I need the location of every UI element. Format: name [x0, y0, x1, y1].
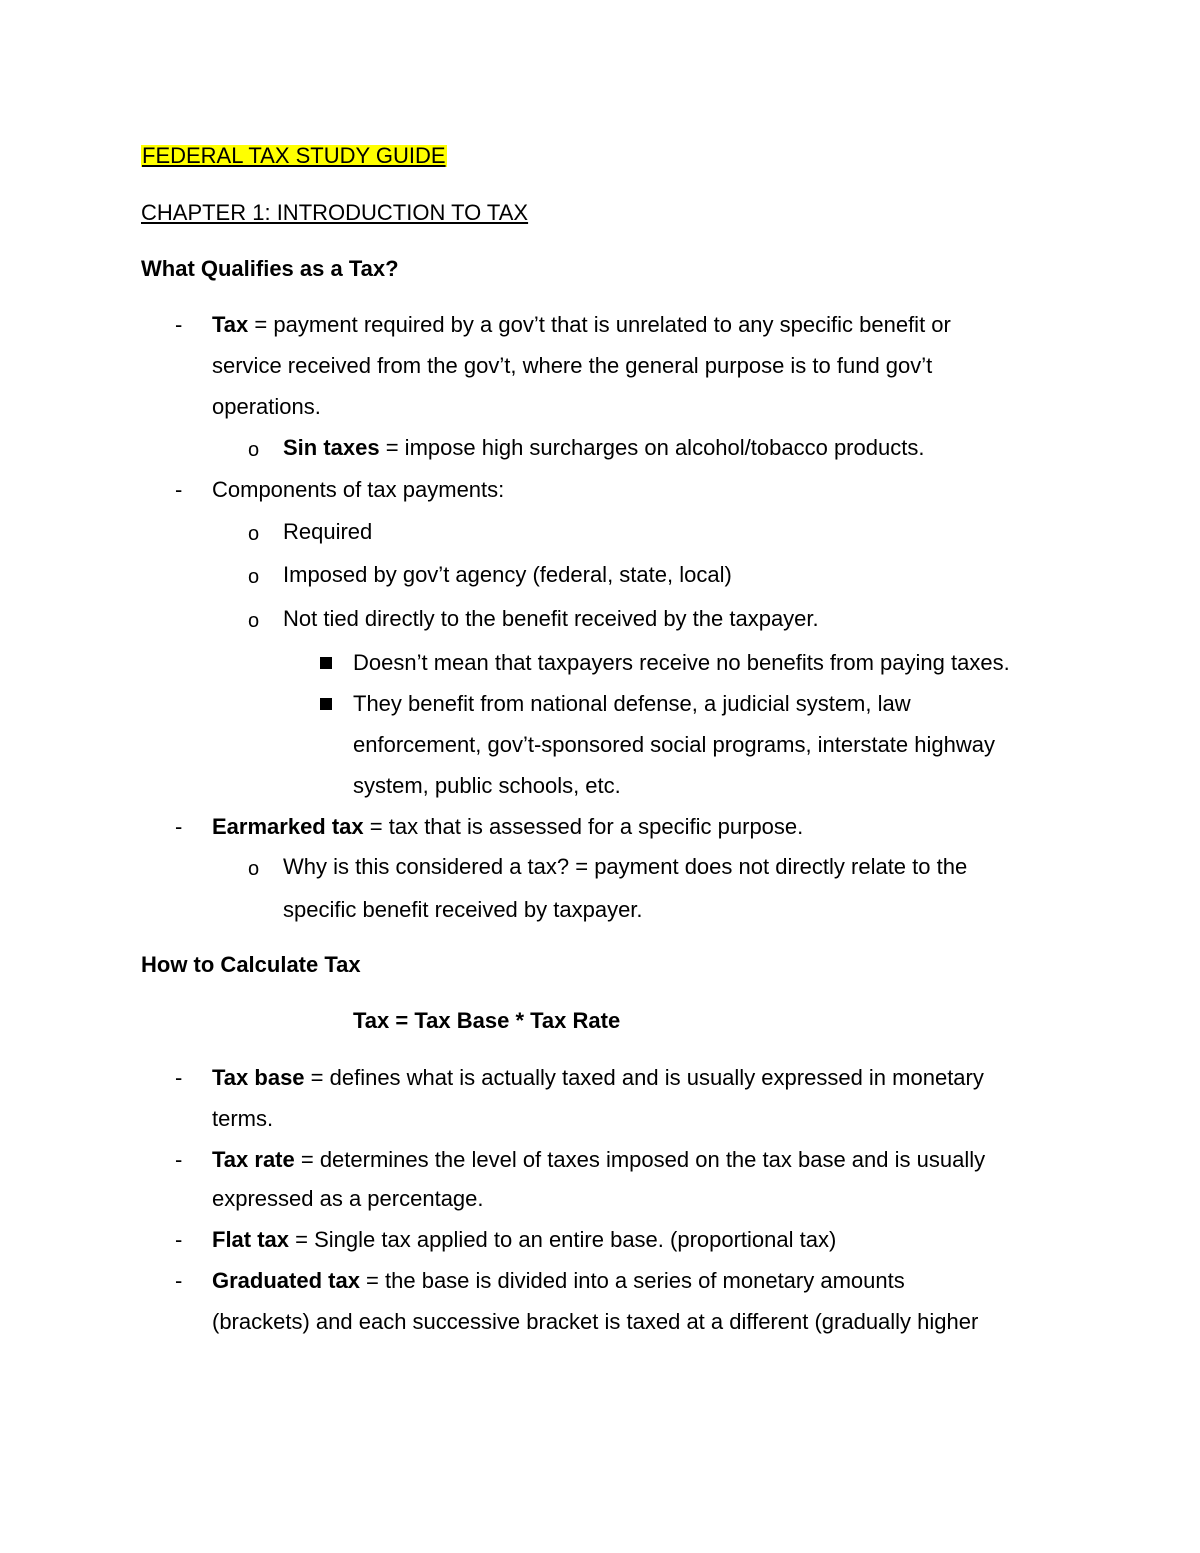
- list-item-required: Required: [283, 519, 373, 544]
- term-tax-rate: Tax rate: [212, 1147, 295, 1172]
- section-heading-calculate: How to Calculate Tax: [141, 952, 361, 977]
- term-tax: Tax: [212, 312, 249, 337]
- list-item-benefit-2: They benefit from national defense, a judicial system, law: [353, 691, 911, 716]
- definition-tax-cont: operations.: [212, 394, 321, 419]
- circle-bullet: o: [248, 523, 260, 545]
- square-bullet: [320, 698, 332, 710]
- dash-bullet: -: [175, 477, 183, 502]
- list-item-not-tied: Not tied directly to the benefit received by the taxpayer.: [283, 606, 819, 631]
- definition-tax: = payment required by a gov’t that is unrelated to any specific benefit or: [248, 312, 951, 337]
- dash-bullet: -: [175, 1065, 183, 1090]
- term-tax-base: Tax base: [212, 1065, 305, 1090]
- circle-bullet: o: [248, 610, 260, 632]
- dash-bullet: -: [175, 312, 183, 337]
- dash-bullet: -: [175, 814, 183, 839]
- term-earmarked-tax: Earmarked tax: [212, 814, 364, 839]
- list-item-graduated-tax: [212, 1270, 905, 1292]
- definition-tax-cont: service received from the gov’t, where the general purpose is to fund gov’t: [212, 353, 933, 378]
- list-item-why: Why is this considered a tax? = payment does not directly relate to the: [283, 854, 968, 879]
- list-item-sin-taxes: [283, 437, 924, 459]
- list-item-tax-rate: [212, 1149, 985, 1171]
- list-item-benefit-2-cont: enforcement, gov’t-sponsored social programs, interstate highway: [353, 732, 995, 757]
- list-item-flat-tax: [212, 1229, 836, 1251]
- definition-tax-rate: = determines the level of taxes imposed on the tax base and is usually: [294, 1147, 986, 1172]
- chapter-heading: CHAPTER 1: INTRODUCTION TO TAX: [141, 200, 529, 225]
- list-item-tax: [212, 314, 951, 336]
- circle-bullet: o: [248, 566, 260, 588]
- dash-bullet: -: [175, 1147, 183, 1172]
- circle-bullet: o: [248, 439, 260, 461]
- term-flat-tax: Flat tax: [212, 1227, 290, 1252]
- section-heading-qualifies: What Qualifies as a Tax?: [141, 256, 399, 281]
- list-item-tax-base: [212, 1067, 984, 1089]
- definition-tax-rate-cont: expressed as a percentage.: [212, 1186, 484, 1211]
- square-bullet: [320, 657, 332, 669]
- definition-sin-taxes: = impose high surcharges on alcohol/tobacco products.: [379, 435, 925, 460]
- list-item-earmarked: [212, 816, 803, 838]
- circle-bullet: o: [248, 858, 260, 880]
- list-item-benefit-1: Doesn’t mean that taxpayers receive no benefits from paying taxes.: [353, 650, 1010, 675]
- document-title: FEDERAL TAX STUDY GUIDE: [142, 143, 446, 168]
- dash-bullet: -: [175, 1227, 183, 1252]
- definition-tax-base: = defines what is actually taxed and is usually expressed in monetary: [304, 1065, 984, 1090]
- list-item-benefit-2-cont: system, public schools, etc.: [353, 773, 621, 798]
- term-sin-taxes: Sin taxes: [283, 435, 380, 460]
- definition-earmarked-tax: = tax that is assessed for a specific purpose.: [363, 814, 804, 839]
- definition-tax-base-cont: terms.: [212, 1106, 274, 1131]
- term-graduated-tax: Graduated tax: [212, 1268, 360, 1293]
- tax-formula: Tax = Tax Base * Tax Rate: [353, 1008, 621, 1033]
- definition-graduated-tax: = the base is divided into a series of monetary amounts: [359, 1268, 905, 1293]
- dash-bullet: -: [175, 1268, 183, 1293]
- list-item-components: Components of tax payments:: [212, 477, 505, 502]
- list-item-why-cont: specific benefit received by taxpayer.: [283, 897, 643, 922]
- definition-graduated-tax-cont: (brackets) and each successive bracket is taxed at a different (gradually higher: [212, 1309, 979, 1334]
- definition-flat-tax: = Single tax applied to an entire base. (proportional tax): [289, 1227, 837, 1252]
- list-item-imposed: Imposed by gov’t agency (federal, state, local): [283, 562, 732, 587]
